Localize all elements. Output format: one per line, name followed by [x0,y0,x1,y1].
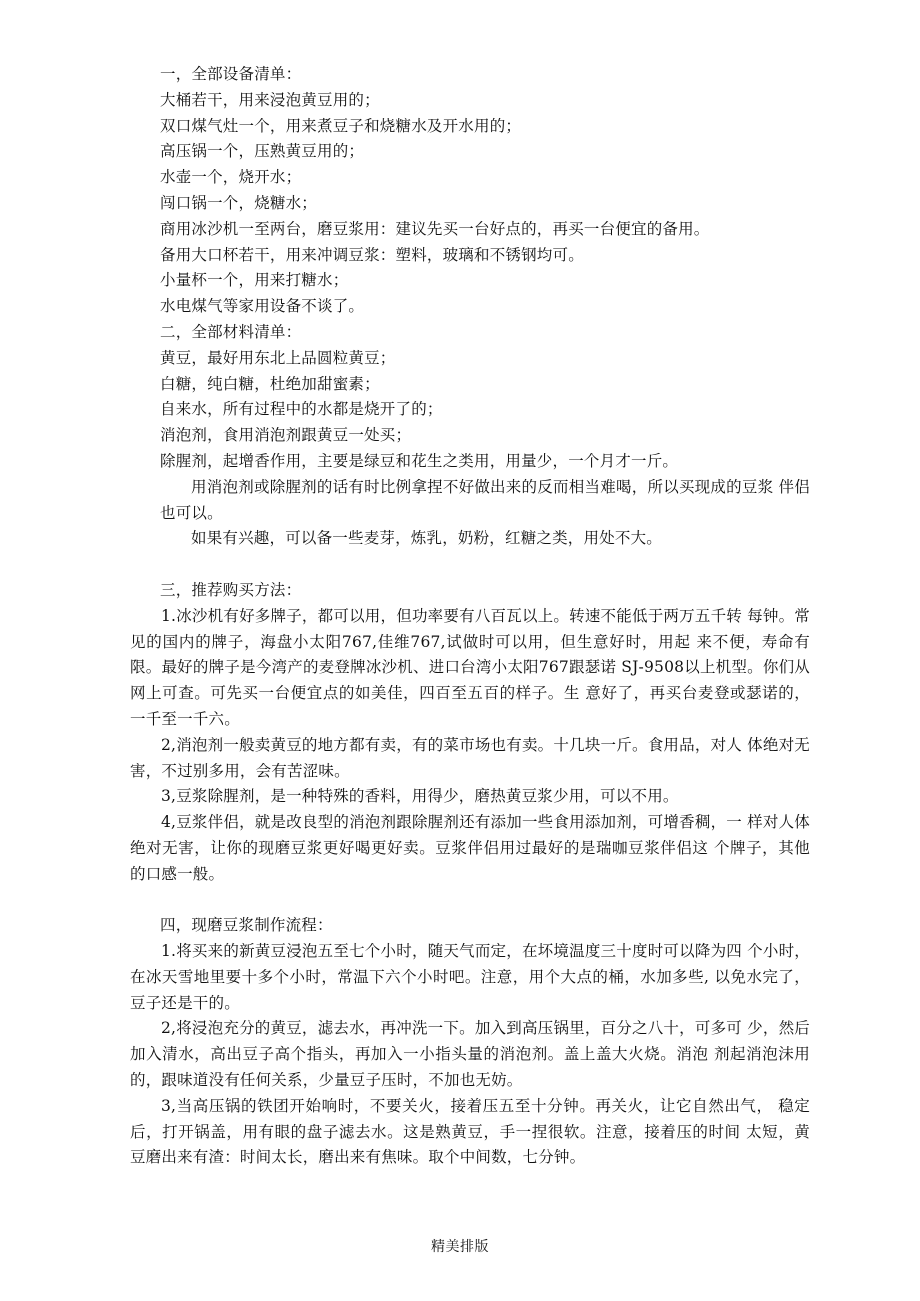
list-item: 小量杯一个，用来打糖水； [160,271,349,290]
list-item: 水壶一个，烧开水； [160,168,302,187]
paragraph: 1.冰沙机有好多牌子，都可以用，但功率要有八百瓦以上。转速不能低于两万五千转 每钟。常见的国内的牌子，海盘小太阳767,佳维767,试做时可以用，但生意好时，用起 来不便，寿命有限。最好的牌子是今湾产的麦登牌冰沙机、进口台湾小太阳767跟瑟诺 SJ-9508以上机型。你们从网上可查。可先买一台便宜点的如美佳，四百至五百的样子。生 意好了，再买台麦登或瑟诺的，一千至一千六。 [130,606,810,728]
section-heading-materials: 二，全部材料清单： [160,322,302,341]
section-heading-process: 四，现磨豆浆制作流程： [160,916,333,935]
list-item: 大桶若干，用来浸泡黄豆用的； [160,90,380,109]
list-item: 闯口锅一个，烧糖水； [160,193,318,212]
paragraph: 3,豆浆除腥剂，是一种特殊的香料，用得少，磨热黄豆浆少用，可以不用。 [161,787,679,806]
page-footer: 精美排版 [431,1239,489,1255]
paragraph: 如果有兴趣，可以备一些麦芽，炼乳，奶粉，红糖之类，用处不大。 [191,529,663,548]
paragraph: 3,当高压锅的铁团开始响时，不要关火，接着压五至十分钟。再关火，让它自然出气， 稳定后，打开锅盖，用有眼的盘子滤去水。这是熟黄豆，手一捏很软。注意，接着压的时间 太短，黄豆磨出来有渣：时间太长，磨出来有焦味。取个中间数，七分钟。 [130,1096,810,1167]
list-item: 备用大口杯若干，用来冲调豆浆：塑料，玻璃和不锈钢均可。 [160,245,584,264]
list-item: 白糖，纯白糖，杜绝加甜蜜素； [160,374,380,393]
spacer [160,552,810,578]
paragraph: 1.将买来的新黄豆浸泡五至七个小时，随天气而定，在坏境温度三十度时可以降为四 个小时，在冰天雪地里要十多个小时，常温下六个小时吧。注意，用个大点的桶，水加多些, 以免水完了，豆子还是干的。 [130,942,810,1012]
document-body [130,62,810,1171]
list-item: 自来水，所有过程中的水都是烧开了的； [160,400,443,419]
paragraph: 4,豆浆伴侣，就是改良型的消泡剂跟除腥剂还有添加一些食用添加剂，可增香稠，一 样对人体绝对无害，让你的现磨豆浆更好喝更好卖。豆浆伴侣用过最好的是瑞咖豆浆伴侣这 个牌子，其他的口感一般。 [130,813,810,883]
spacer [160,888,810,914]
list-item: 高压锅一个，压熟黄豆用的； [160,142,365,161]
paragraph: 2,将浸泡充分的黄豆，滤去水，再冲洗一下。加入到高压锅里，百分之八十，可多可 少，然后加入清水，高出豆子高个指头，再加入一小指头量的消泡剂。盖上盖大火烧。消泡 剂起消泡沫用的，跟味道没有任何关系，少量豆子压时，不加也无妨。 [130,1019,810,1090]
section-heading-purchase: 三，推荐购买方法： [160,580,302,599]
section-heading-equipment: 一，全部设备清单： [160,65,302,83]
list-item: 黄豆，最好用东北上品圆粒黄豆； [160,348,396,367]
list-item: 除腥剂，起增香作用，主要是绿豆和花生之类用，用量少，一个月才一斤。 [160,451,679,470]
paragraph: 用消泡剂或除腥剂的话有时比例拿捏不好做出来的反而相当难喝，所以买现成的豆浆 伴侣也可以。 [160,477,810,522]
list-item: 双口煤气灶一个，用来煮豆子和烧糖水及开水用的； [160,116,522,135]
list-item: 消泡剂，食用消泡剂跟黄豆一处买； [160,426,412,445]
list-item: 商用冰沙机一至两台，磨豆浆用：建议先买一台好点的，再买一台便宜的备用。 [160,219,710,238]
list-item: 水电煤气等家用设备不谈了。 [160,297,365,316]
paragraph: 2,消泡剂一般卖黄豆的地方都有卖，有的菜市场也有卖。十几块一斤。食用品，对人 体绝对无害，不过别多用，会有苦涩味。 [130,735,810,780]
